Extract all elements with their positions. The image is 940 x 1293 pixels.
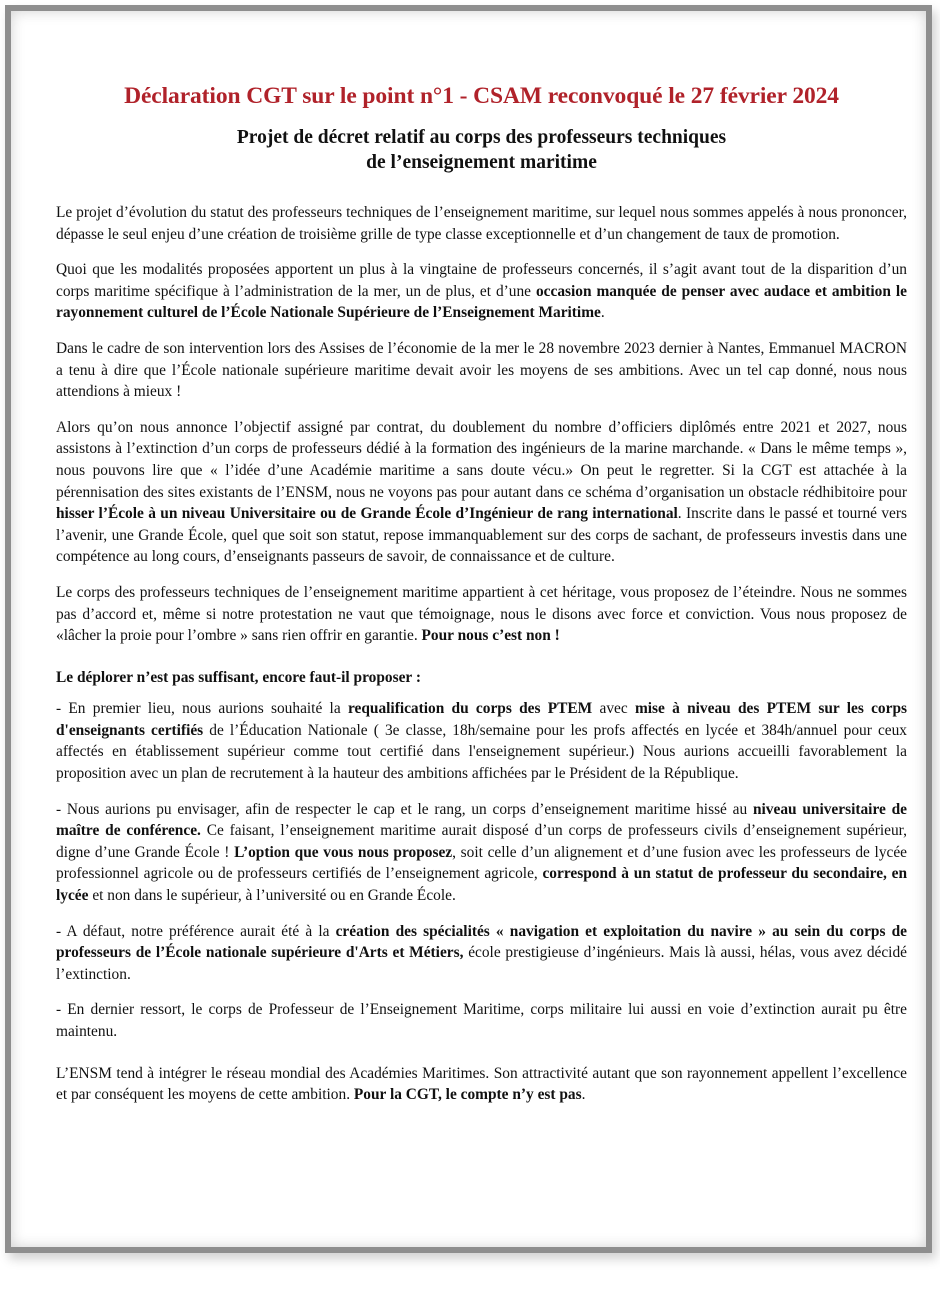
text-run: Ce faisant, l’enseignement maritime aurait disposé d’un corps de professeurs civils d’enseignement supérieur, digne d’une Grande École ! [56, 822, 907, 861]
text-run: . [581, 1086, 586, 1104]
document-content [56, 81, 907, 1120]
paragraph [56, 202, 907, 245]
proposal-item [56, 799, 907, 907]
text-run: L’ENSM tend à intégrer le réseau mondial des Académies Maritimes. Son attractivité autant que son rayonnement appellent l’excellence et par conséquent les moyens de cette ambition. [56, 1064, 907, 1104]
bold-text: niveau universitaire de maître de conférence. [56, 800, 907, 840]
text-run: - Nous aurions pu envisager, afin de respecter le cap et le rang, un corps d’enseignement maritime hissé au [56, 800, 753, 818]
bold-text: occasion manquée de penser avec audace et ambition le rayonnement culturel de l’École Nationale Supérieure de l’Enseignement Maritime [56, 282, 907, 322]
document-title: Déclaration CGT sur le point n°1 - CSAM reconvoqué le 27 février 2024 [124, 83, 839, 109]
bold-text: Pour la CGT, le compte n’y est pas [353, 1086, 582, 1104]
bold-text: correspond à un statut de professeur du secondaire, en lycée [56, 865, 908, 905]
text-run: . Inscrite dans le passé et tourné vers l’avenir, une Grande École, quel que soit son statut, repose immanquablement sur des corps de sachant, de professeurs investis dans une compétence au long cours, d’enseignants passeurs de savoir, de connaissance et de culture. [56, 505, 907, 566]
text-run: de l’Éducation Nationale ( 3e classe, 18h/semaine pour les profs affectés en lycée et 384h/annuel pour ceux affectés en établissement supérieur comme tout certifié dans l'enseignement supérieur.) Nous aurions accueilli favorablement la proposition avec un plan de recrutement à la hauteur des ambitions affichées par le Président de la République. [56, 721, 907, 783]
bold-text: L’option que vous nous proposez [234, 843, 453, 861]
document-subtitle [56, 125, 907, 175]
document-frame [5, 5, 932, 1253]
paragraph [56, 259, 907, 324]
subtitle-line: Projet de décret relatif au corps des professeurs techniques [236, 127, 727, 148]
proposals-heading: Le déplorer n’est pas suffisant, encore faut-il proposer : [56, 668, 421, 686]
bold-text: requalification du corps des PTEM [347, 700, 593, 718]
text-run: école prestigieuse d’ingénieurs. Mais là aussi, hélas, vous avez décidé l’extinction. [56, 944, 907, 983]
text-run: - En dernier ressort, le corps de Professeur de l’Enseignement Maritime, corps militaire lui aussi en voie d’extinction aurait pu être maintenu. [56, 1001, 907, 1040]
bold-text: hisser l’École à un niveau Universitaire ou de Grande École d’Ingénieur de rang international [56, 505, 678, 523]
text-run: et non dans le supérieur, à l’université ou en Grande École. [88, 887, 456, 905]
bold-text: création des spécialités « navigation et exploitation du navire » au sein du corps de professeurs de l’École nationale supérieure d'Arts et Métiers, [56, 922, 907, 962]
paragraph [56, 417, 907, 568]
paragraph [56, 338, 907, 403]
proposal-item [56, 999, 907, 1042]
text-run: - A défaut, notre préférence aurait été à la [56, 922, 336, 940]
text-run: Le corps des professeurs techniques de l’enseignement maritime appartient à cet héritage, vous proposez de l’éteindre. Nous ne sommes pas d’accord et, même si notre protestation ne vaut que témoignage, nous le disons avec force et conviction. Vous nous proposez de «lâcher la proie pour l’ombre » sans rien offrir en garantie. [56, 583, 907, 645]
subtitle-line: de l’enseignement maritime [366, 152, 597, 173]
text-run: Quoi que les modalités proposées apportent un plus à la vingtaine de professeurs concernés, il s’agit avant tout de la disparition d’un corps maritime spécifique à l’administration de la mer, un de plus, et d’une [56, 261, 907, 300]
proposal-item [56, 921, 907, 986]
text-run: Alors qu’on nous annonce l’objectif assigné par contrat, du doublement du nombre d’officiers diplômés entre 2021 et 2027, nous assistons à l’extinction d’un corps de professeurs dédié à la formation des ingénieurs de la marine marchande. « Dans le même temps », nous pouvons lire que « l’idée d’une Académie maritime a sans doute vécu.» On peut le regretter. Si la CGT est attachée à la pérennisation des sites existants de l’ENSM, nous ne voyons pas pour autant dans ce schéma d’organisation un obstacle rédhibitoire pour [56, 418, 907, 501]
bold-text: Pour nous c’est non ! [421, 627, 560, 645]
text-run: . [600, 304, 605, 322]
text-run: avec [592, 700, 635, 718]
conclusion-paragraph [56, 1063, 907, 1106]
proposal-item [56, 698, 907, 784]
bold-text: mise à niveau des PTEM sur les corps d'enseignants certifiés [56, 700, 908, 739]
text-run: , soit celle d’un alignement et d’une fusion avec les professeurs de lycée professionnel agricole ou de professeurs certifiés de l’enseignement agricole, [56, 843, 908, 883]
text-run: - En premier lieu, nous aurions souhaité la [56, 700, 348, 718]
text-run: Dans le cadre de son intervention lors des Assises de l’économie de la mer le 28 novembre 2023 dernier à Nantes, Emmanuel MACRON a tenu à dire que l’École nationale supérieure maritime devait avoir les moyens de ses ambitions. Avec un tel cap donné, nous nous attendions à mieux ! [56, 339, 907, 401]
document-body [56, 202, 907, 1106]
text-run: Le projet d’évolution du statut des professeurs techniques de l’enseignement maritime, sur lequel nous sommes appelés à nous prononcer, dépasse le seul enjeu d’une création de troisième grille de type classe exceptionnelle et d’un changement de taux de promotion. [56, 204, 907, 243]
paragraph [56, 582, 907, 647]
